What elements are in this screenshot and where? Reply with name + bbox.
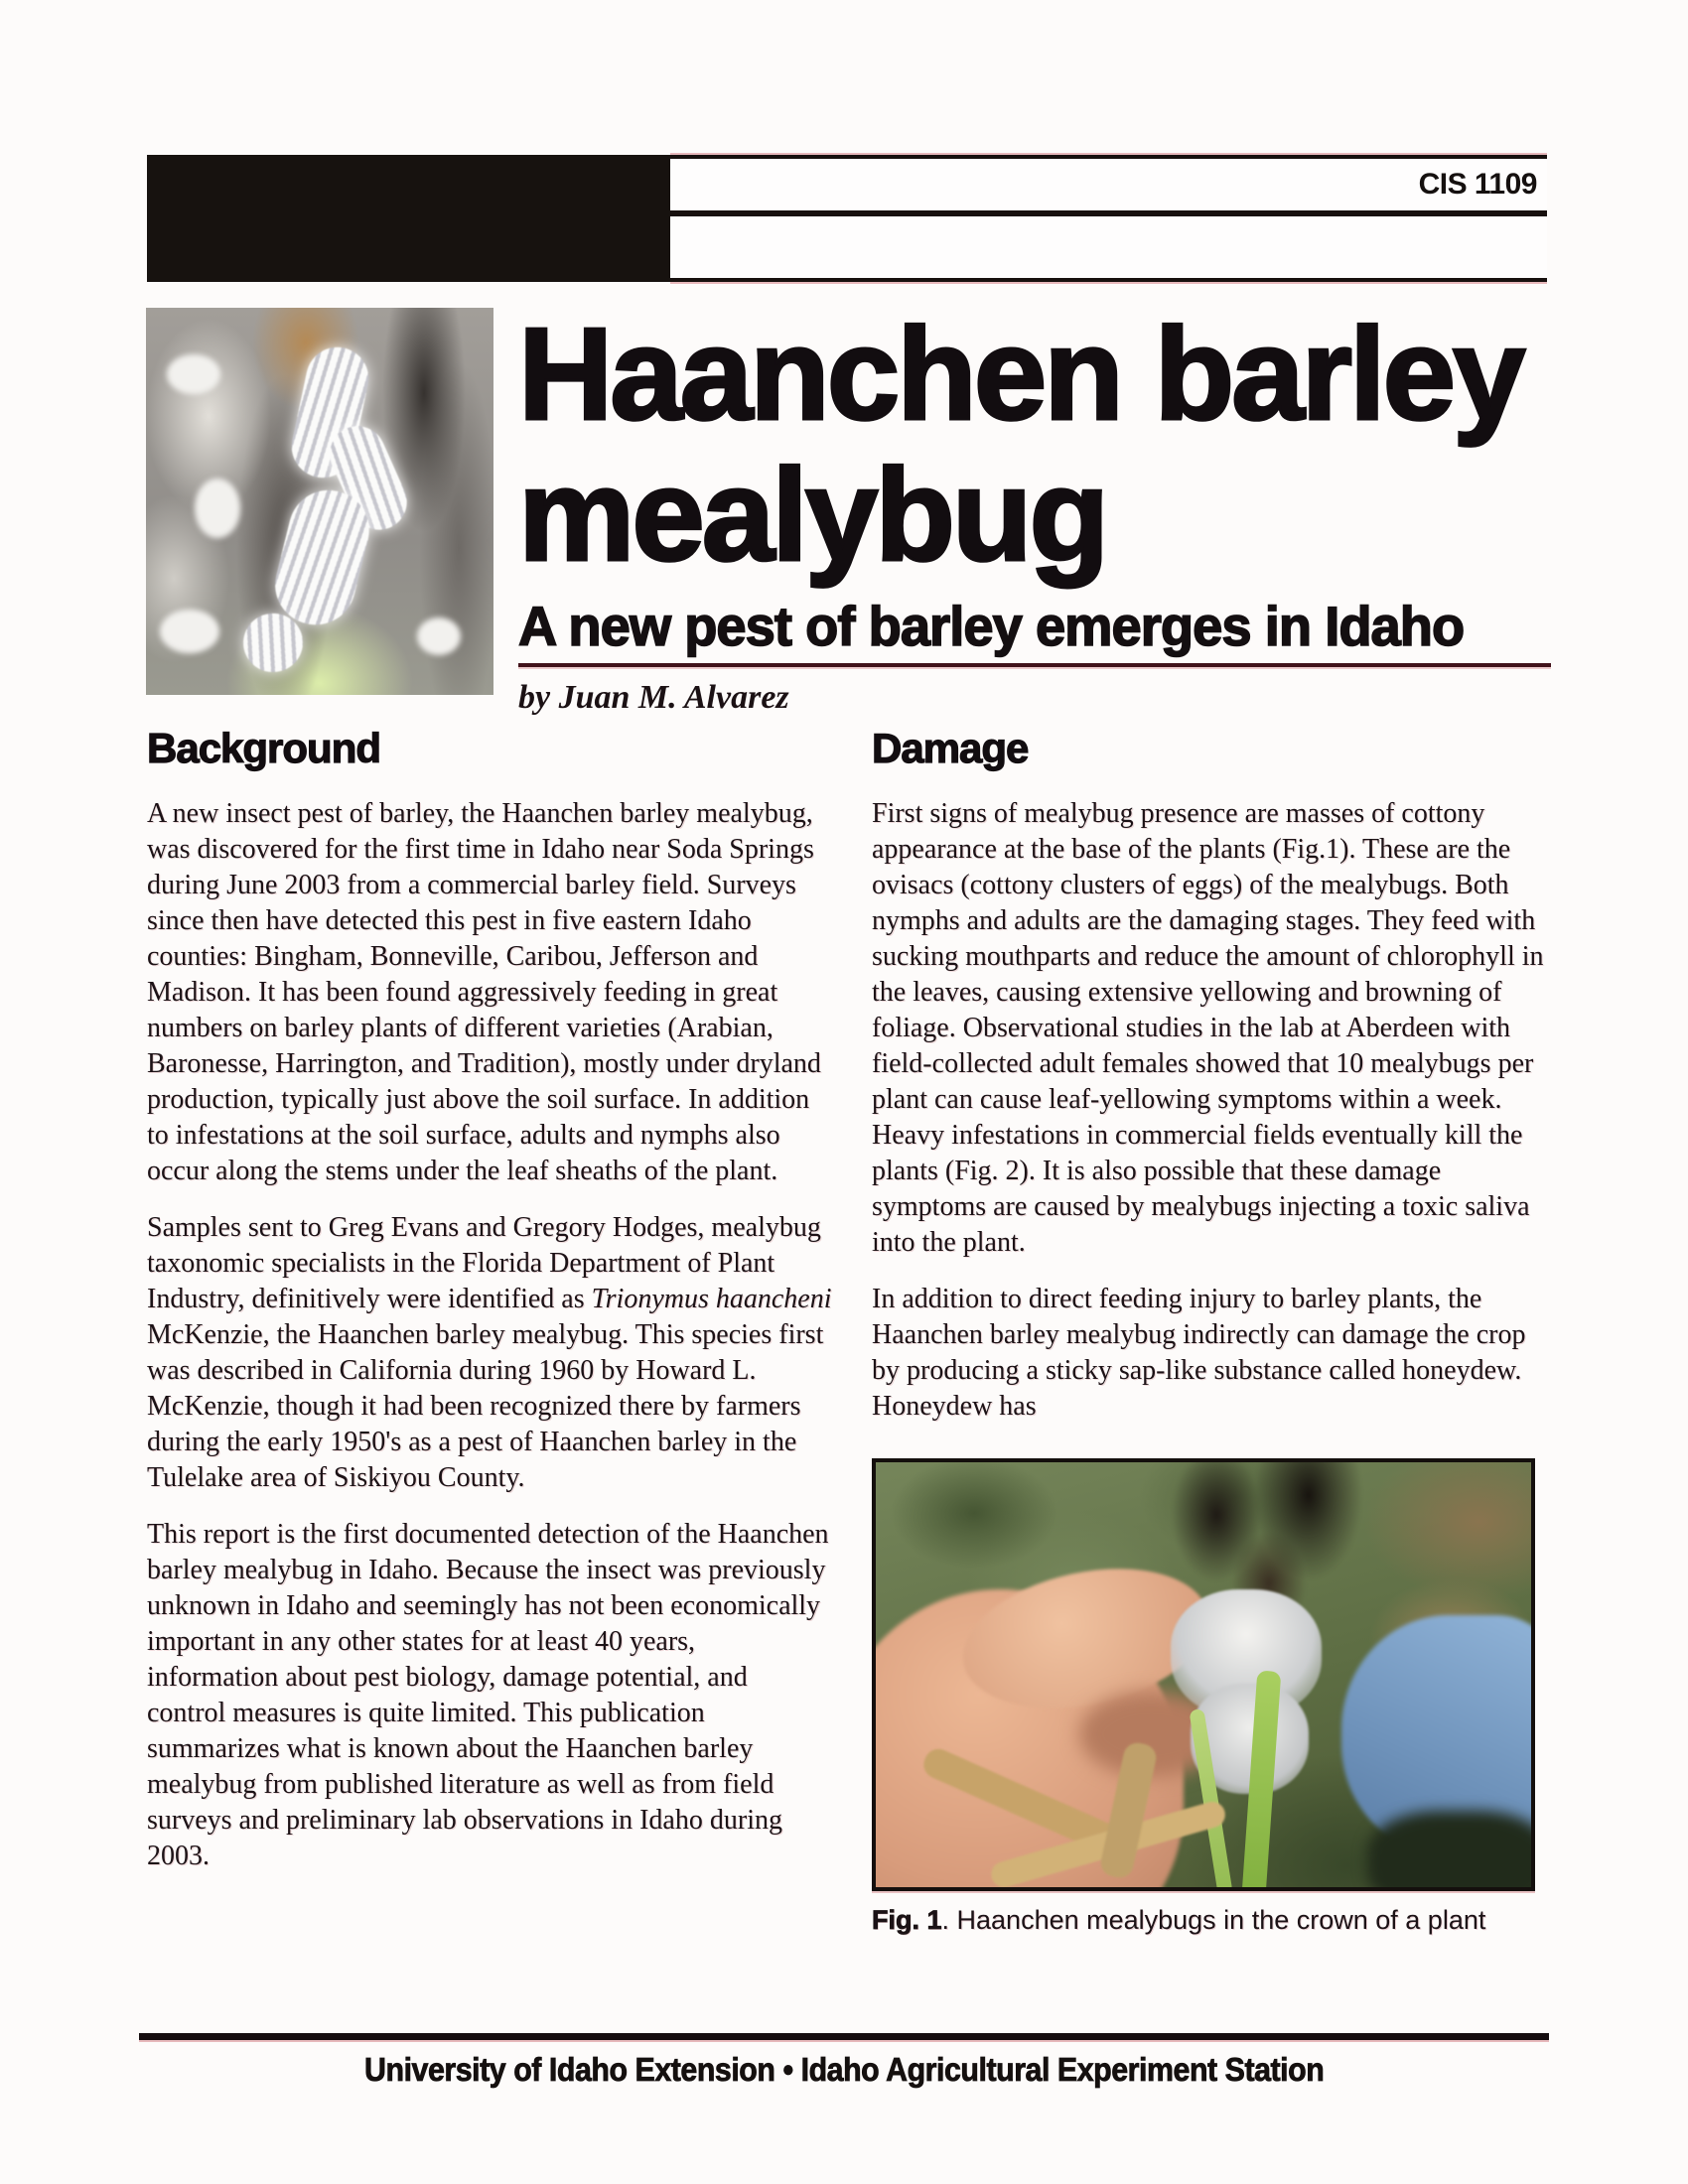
page-title-line1: Haanchen barley bbox=[518, 301, 1523, 447]
figure-1 bbox=[872, 1458, 1547, 1936]
section-heading-damage: Damage bbox=[872, 725, 1029, 771]
figure-1-label: Fig. 1 bbox=[872, 1905, 942, 1935]
background-section bbox=[147, 725, 832, 1895]
paragraph bbox=[147, 1210, 832, 1496]
page-subtitle: A new pest of barley emerges in Idaho bbox=[518, 595, 1465, 657]
paragraph-text: McKenzie, the Haanchen barley mealybug. This species first was described in California during 1960 by Howard L. McKenzie, though it had been recognized there by farmers during the early 1950's as a pest of Haanchen barley in the Tulelake area of Siskiyou County. bbox=[147, 1319, 824, 1493]
footer-rule bbox=[139, 2033, 1549, 2040]
species-name: Trionymus haancheni bbox=[591, 1284, 832, 1314]
masthead bbox=[518, 301, 1551, 717]
photo-texture-speck bbox=[167, 354, 220, 394]
byline: by Juan M. Alvarez bbox=[518, 679, 789, 716]
photo-shadow-corner bbox=[1367, 1811, 1535, 1891]
figure-1-caption-text: . Haanchen mealybugs in the crown of a plant bbox=[941, 1905, 1486, 1935]
page-title-line2: mealybug bbox=[518, 442, 1107, 588]
photo-texture-speck bbox=[160, 610, 219, 653]
figure-1-photo bbox=[872, 1458, 1535, 1891]
paragraph: A new insect pest of barley, the Haanchen barley mealybug, was discovered for the first time in Idaho near Soda Springs during June 2003 from a commercial barley field. Surveys since then have detected this pest in five eastern Idaho counties: Bingham, Bonneville, Caribou, Jefferson and Madison. It has been found aggressively feeding in great numbers on barley plants of different varieties (Arabian, Baronesse, Harrington, and Tradition), mostly under dryland production, typically just above the soil surface. In addition to infestations at the soil surface, adults and nymphs also occur along the stems under the leaf sheaths of the plant. bbox=[147, 798, 821, 1186]
header-right-panel bbox=[670, 155, 1547, 282]
photo-texture-speck bbox=[195, 478, 240, 538]
footer-text: University of Idaho Extension • Idaho Agricultural Experiment Station bbox=[363, 2051, 1325, 2088]
header-band bbox=[147, 155, 1547, 282]
photo-texture-ovisac bbox=[266, 482, 376, 633]
footer bbox=[0, 2051, 1688, 2089]
paragraph: This report is the first documented detection of the Haanchen barley mealybug in Idaho. Because the insect was previously unknown in Idaho and seemingly has not been economically important in any other states for at least 40 years, information about pest biology, damage potential, and control measures is quite limited. This publication summarizes what is known about the Haanchen barley mealybug from published literature as well as from field surveys and preliminary lab observations in Idaho during 2003. bbox=[147, 1519, 829, 1871]
page-title bbox=[518, 301, 1551, 588]
damage-section bbox=[872, 725, 1547, 1936]
paragraph: In addition to direct feeding injury to barley plants, the Haanchen barley mealybug indirectly can damage the crop by producing a sticky sap-like substance called honeydew. Honeydew has bbox=[872, 1284, 1526, 1422]
figure-1-caption bbox=[872, 1905, 1547, 1936]
publication-number: CIS 1109 bbox=[1418, 168, 1537, 201]
paragraph: First signs of mealybug presence are masses of cottony appearance at the base of the plants (Fig.1). These are the ovisacs (cottony clusters of eggs) of the mealybugs. Both nymphs and adults are the damaging stages. They feed with sucking mouthparts and reduce the amount of chlorophyll in the leaves, causing extensive yellowing and browning of foliage. Observational studies in the lab at Aberdeen with field-collected adult females showed that 10 mealybugs per plant can cause leaf-yellowing symptoms within a week. Heavy infestations in commercial fields eventually kill the plants (Fig. 2). It is also possible that these damage symptoms are caused by mealybugs injecting a toxic saliva into the plant. bbox=[872, 798, 1544, 1258]
paragraph-text: Samples sent to Greg Evans and Gregory Hodges, mealybug taxonomic specialists in the Florida Department of Plant Industry, definitively were identified as bbox=[147, 1212, 821, 1314]
subtitle-rule bbox=[518, 663, 1551, 667]
header-black-box bbox=[147, 155, 670, 282]
masthead-mealybug-photo bbox=[146, 308, 493, 695]
section-heading-background: Background bbox=[147, 725, 381, 771]
photo-texture-speck bbox=[417, 617, 461, 655]
header-row-top bbox=[670, 159, 1547, 216]
header-row-bottom bbox=[670, 216, 1547, 272]
